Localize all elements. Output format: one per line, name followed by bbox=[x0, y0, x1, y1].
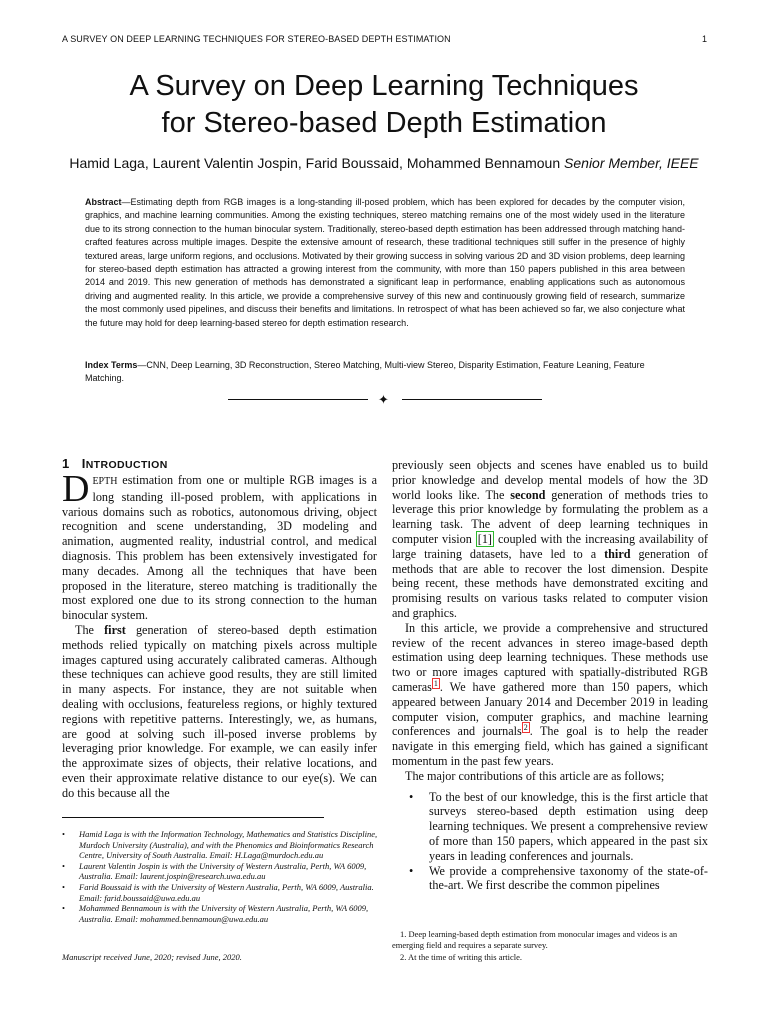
author-names: Hamid Laga, Laurent Valentin Jospin, Farid Boussaid, Mohammed Bennamoun bbox=[69, 155, 561, 171]
affiliation-notes bbox=[62, 829, 380, 924]
r-p2-c: . The goal is to help the reader navigate in this emerging field, which has gained a significant momentum in the past few years. bbox=[392, 724, 708, 768]
affiliation-item: • Laurent Valentin Jospin is with the University of Western Australia, Perth, WA 6009, Australia. Email: laurent.jospin@research.uwa.edu.au bbox=[62, 861, 380, 882]
intro-paragraph-2 bbox=[62, 623, 377, 801]
p2-pre: The bbox=[75, 622, 105, 637]
left-column bbox=[62, 468, 377, 801]
running-head: A SURVEY ON DEEP LEARNING TECHNIQUES FOR STEREO-BASED DEPTH ESTIMATION bbox=[62, 34, 451, 44]
r-p1-d: generation of methods that are able to recover the lost dimension. Despite being recent, these methods have demonstrated exciting and promising results on various tasks related to computer vision and graphics. bbox=[392, 546, 708, 620]
bold-second: second bbox=[510, 487, 546, 502]
footnote-2: 2. At the time of writing this article. bbox=[400, 951, 523, 962]
divider-line-right bbox=[402, 399, 542, 400]
r-p1-a: previously seen objects and scenes have enabled us to build prior knowledge and develop mental models of how the 3D world looks like. The bbox=[392, 458, 708, 502]
right-paragraph-2 bbox=[392, 621, 708, 769]
page-number: 1 bbox=[702, 34, 708, 44]
index-terms-label: Index Terms bbox=[85, 360, 138, 370]
section-divider bbox=[228, 393, 542, 407]
footnote-link-1[interactable]: 1 bbox=[433, 678, 438, 688]
right-column bbox=[392, 458, 708, 893]
footnotes bbox=[392, 929, 710, 963]
index-terms-text: —CNN, Deep Learning, 3D Reconstruction, Stereo Matching, Multi-view Stereo, Disparity Estimation, Feature Leaning, Feature Matching. bbox=[85, 360, 645, 384]
footnote-rule bbox=[62, 817, 324, 818]
bold-third: third bbox=[604, 546, 631, 561]
section-number: 1 bbox=[62, 456, 70, 471]
bold-first: first bbox=[104, 622, 126, 637]
right-paragraph-3: The major contributions of this article are as follows; bbox=[405, 768, 665, 783]
intro-paragraph-1 bbox=[62, 468, 377, 623]
r-p2-b: . We have gathered more than 150 papers, which appeared between January 2014 and December 2019 in leading computer vision, computer graphics, and machine learning conferences and journals bbox=[392, 679, 708, 739]
manuscript-note: Manuscript received June, 2020; revised June, 2020. bbox=[62, 952, 242, 962]
affiliation-item: • Farid Boussaid is with the University of Western Australia, Perth, WA 6009, Australia. Email: farid.boussaid@uwa.edu.au bbox=[62, 882, 380, 903]
title-line-2: for Stereo-based Depth Estimation bbox=[161, 107, 607, 139]
affiliation-item: • Mohammed Bennamoun is with the University of Western Australia, Perth, WA 6009, Australia. Email: mohammed.bennamoun@uwa.edu.au bbox=[62, 903, 380, 924]
footnote-1: 1. Deep learning-based depth estimation from monocular images and videos is an emerging field and requires a separate survey. bbox=[392, 929, 678, 951]
index-terms bbox=[85, 359, 685, 386]
contributions-list bbox=[392, 790, 708, 894]
list-item: • We provide a comprehensive taxonomy of the state-of-the-art. We first describe the common pipelines bbox=[392, 864, 708, 894]
abstract-label: Abstract bbox=[85, 197, 122, 207]
intro-paragraph-1-text: estimation from one or multiple RGB images is a long standing ill-posed problem, with applications in various domains such as robotics, autonomous driving, object recognition and scene understanding, 3D modeling and animation, augmented reality, industrial control, and medical diagnosis. This problem has been extensively investigated for many decades. Among all the techniques that have been proposed in the literature, stereo matching is traditionally the most explored one due to its strong connection to the human binocular system. bbox=[62, 473, 377, 623]
section-title-initial: I bbox=[81, 456, 86, 471]
divider-line-left bbox=[228, 399, 368, 400]
r-p1-b: generation of methods tries to leverage this prior knowledge by formulating the problem as a learning task. The advent of deep learning techniques in computer vision bbox=[392, 487, 708, 546]
r-p2-a: In this article, we provide a comprehensive and structured review of the recent advances in stereo image-based depth estimation using deep learning techniques. These methods use two or more images captured with spatially-distributed RGB cameras bbox=[392, 620, 708, 694]
author-membership: Senior Member, IEEE bbox=[564, 155, 699, 171]
r-p1-c: coupled with the increasing availability of large training datasets, have led to a bbox=[392, 531, 708, 561]
paper-title bbox=[0, 68, 768, 142]
footnote-link-2[interactable]: 2 bbox=[523, 723, 528, 733]
title-line-1: A Survey on Deep Learning Techniques bbox=[129, 70, 639, 102]
right-paragraph-1 bbox=[392, 458, 708, 621]
section-title-rest: NTRODUCTION bbox=[85, 459, 168, 471]
p2-rest: generation of stereo-based depth estimation methods relied typically on matching pixels across multiple images captured using accurately calibrated cameras. Although these techniques can achieve good results, they are still limited in many aspects. For instance, they are not suitable when dealing with occlusions, featureless regions, or highly textured regions with repetitive patterns. Interestingly, we, as humans, are good at solving such ill-posed inverse problems by leveraging prior knowledge. For example, we can easily infer the approximate sizes of objects, their relative locations, and even their approximate relative distance to our eye(s). We can do this because all the bbox=[62, 622, 377, 800]
citation-link[interactable]: [1] bbox=[477, 531, 492, 546]
divider-diamond-icon: ✦ bbox=[378, 392, 389, 407]
abstract-text: —Estimating depth from RGB images is a long-standing ill-posed problem, which has been explored for decades by the computer vision, graphics, and machine learning communities. Among the existing techniques, stereo matching remains one of the most widely used in the literature due to its strong connection to the human binocular system. Traditionally, stereo-based depth estimation has been addressed through matching hand-crafted features across multiple images. Despite the extensive amount of research, these traditional techniques still suffer in the presence of highly textured areas, large uniform regions, and occlusions. Motivated by their growing success in solving various 2D and 3D vision problems, deep learning for stereo-based depth estimation has attracted a growing interest from the community, with more than 150 papers published in this area between 2014 and 2019. This new generation of methods has demonstrated a significant leap in performance, enabling applications such as autonomous driving and augmented reality. In this article, we provide a comprehensive survey of this new and continuously growing field of research, summarize the most commonly used pipelines, and discuss their benefits and limitations. In retrospect of what has been achieved so far, we also conjecture what the future may hold for deep learning-based stereo for depth estimation research. bbox=[85, 197, 685, 328]
affiliation-item: • Hamid Laga is with the Information Technology, Mathematics and Statistics Discipline, Murdoch University (Australia), and with the Phenomics and Bioinformatics Research Centre, University of South Australia. Email: H.Laga@murdoch.edu.au bbox=[62, 829, 380, 861]
drop-cap: D bbox=[62, 468, 90, 510]
author-list bbox=[0, 155, 768, 171]
smallcaps-word: EPTH bbox=[92, 476, 118, 487]
abstract bbox=[85, 196, 685, 330]
list-item: • To the best of our knowledge, this is the first article that surveys stereo-based depth estimation using deep learning techniques. We present a comprehensive review of more than 150 papers, which appeared in the past six years in leading conferences and journals. bbox=[392, 790, 708, 864]
